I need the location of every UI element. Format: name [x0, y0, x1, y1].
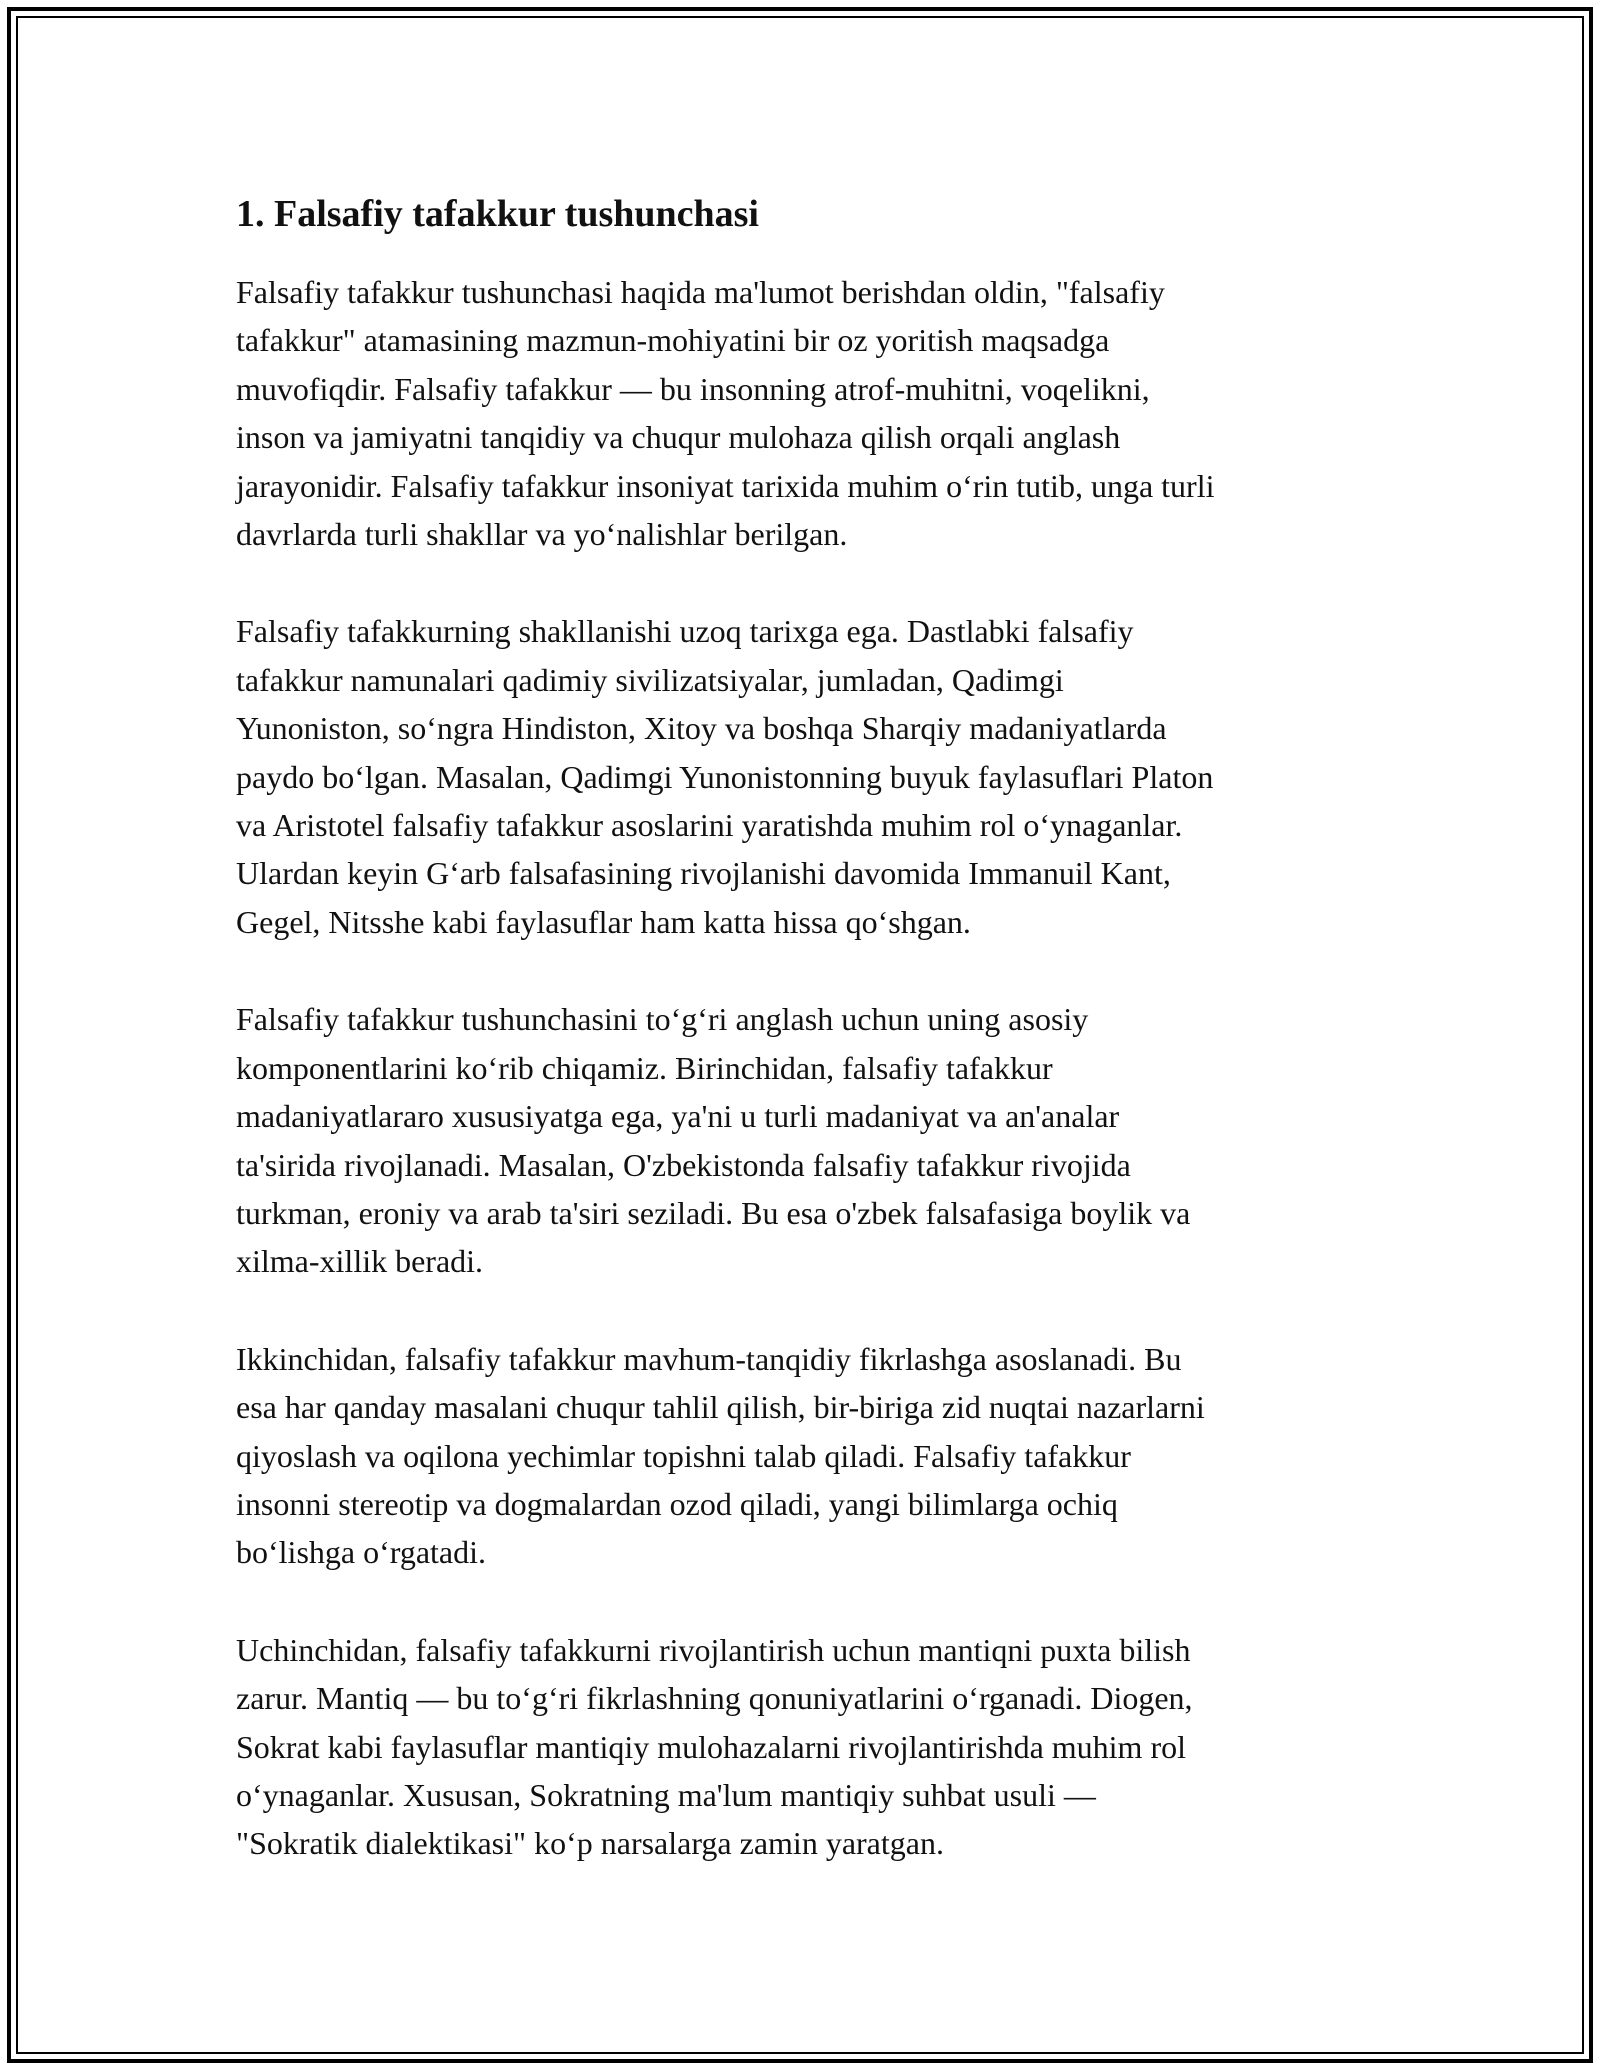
text-line: Falsafiy tafakkur tushunchasini toʻgʻri anglash uchun uning asosiy [236, 1001, 1089, 1038]
text-line: xilma-xillik beradi. [236, 1243, 484, 1280]
text-line: qiyoslash va oqilona yechimlar topishni talab qiladi. Falsafiy tafakkur [236, 1437, 1131, 1474]
text-line: Falsafiy tafakkurning shakllanishi uzoq tarixga ega. Dastlabki falsafiy [236, 613, 1134, 650]
text-line: komponentlarini koʻrib chiqamiz. Birinchidan, falsafiy tafakkur [236, 1049, 1053, 1086]
section-heading: 1. Falsafiy tafakkur tushunchasi [236, 193, 759, 235]
text-line: va Aristotel falsafiy tafakkur asoslarini yaratishda muhim rol oʻynaganlar. [236, 807, 1183, 844]
text-line: madaniyatlararo xususiyatga ega, ya'ni u turli madaniyat va an'analar [236, 1098, 1120, 1135]
text-line: zarur. Mantiq — bu toʻgʻri fikrlashning qonuniyatlarini oʻrganadi. Diogen, [236, 1680, 1193, 1717]
text-line: Uchinchidan, falsafiy tafakkurni rivojlantirish uchun mantiqni puxta bilish [236, 1631, 1191, 1668]
text-line: Gegel, Nitsshe kabi faylasuflar ham katta hissa qoʻshgan. [236, 903, 971, 940]
paragraph-5 [236, 1626, 1376, 1868]
text-line: Ikkinchidan, falsafiy tafakkur mavhum-tanqidiy fikrlashga asoslanadi. Bu [236, 1340, 1182, 1377]
text-line: paydo boʻlgan. Masalan, Qadimgi Yunonistonning buyuk faylasuflari Platon [236, 758, 1214, 795]
text-line: muvofiqdir. Falsafiy tafakkur — bu insonning atrof-muhitni, voqelikni, [236, 370, 1150, 407]
document-body [236, 186, 1376, 1917]
text-line: tafakkur namunalari qadimiy sivilizatsiyalar, jumladan, Qadimgi [236, 661, 1064, 698]
text-line: ta'sirida rivojlanadi. Masalan, O'zbekistonda falsafiy tafakkur rivojida [236, 1146, 1131, 1183]
text-line: Sokrat kabi faylasuflar mantiqiy mulohazalarni rivojlantirishda muhim rol [236, 1728, 1186, 1765]
text-line: inson va jamiyatni tanqidiy va chuqur mulohaza qilish orqali anglash [236, 419, 1121, 456]
text-line: esa har qanday masalani chuqur tahlil qilish, bir-biriga zid nuqtai nazarlarni [236, 1389, 1205, 1426]
text-line: tafakkur" atamasining mazmun-mohiyatini bir oz yoritish maqsadga [236, 322, 1110, 359]
paragraph-3 [236, 995, 1376, 1285]
text-line: oʻynaganlar. Xususan, Sokratning ma'lum mantiqiy suhbat usuli — [236, 1776, 1096, 1813]
text-line: turkman, eroniy va arab ta'siri seziladi. Bu esa o'zbek falsafasiga boylik va [236, 1194, 1191, 1231]
text-line: davrlarda turli shakllar va yoʻnalishlar berilgan. [236, 516, 848, 553]
paragraph-1 [236, 268, 1376, 558]
paragraph-4 [236, 1335, 1376, 1577]
text-line: boʻlishga oʻrgatadi. [236, 1534, 487, 1571]
text-line: insonni stereotip va dogmalardan ozod qiladi, yangi bilimlarga ochiq [236, 1485, 1118, 1522]
text-line: Falsafiy tafakkur tushunchasi haqida ma'lumot berishdan oldin, "falsafiy [236, 274, 1165, 310]
text-line: Yunoniston, soʻngra Hindiston, Xitoy va boshqa Sharqiy madaniyatlarda [236, 710, 1167, 747]
paragraph-2 [236, 607, 1376, 946]
text-line: jarayonidir. Falsafiy tafakkur insoniyat tarixida muhim oʻrin tutib, unga turli [236, 467, 1215, 504]
text-line: "Sokratik dialektikasi" koʻp narsalarga zamin yaratgan. [236, 1825, 944, 1862]
text-line: Ulardan keyin Gʻarb falsafasining rivojlanishi davomida Immanuil Kant, [236, 855, 1171, 892]
